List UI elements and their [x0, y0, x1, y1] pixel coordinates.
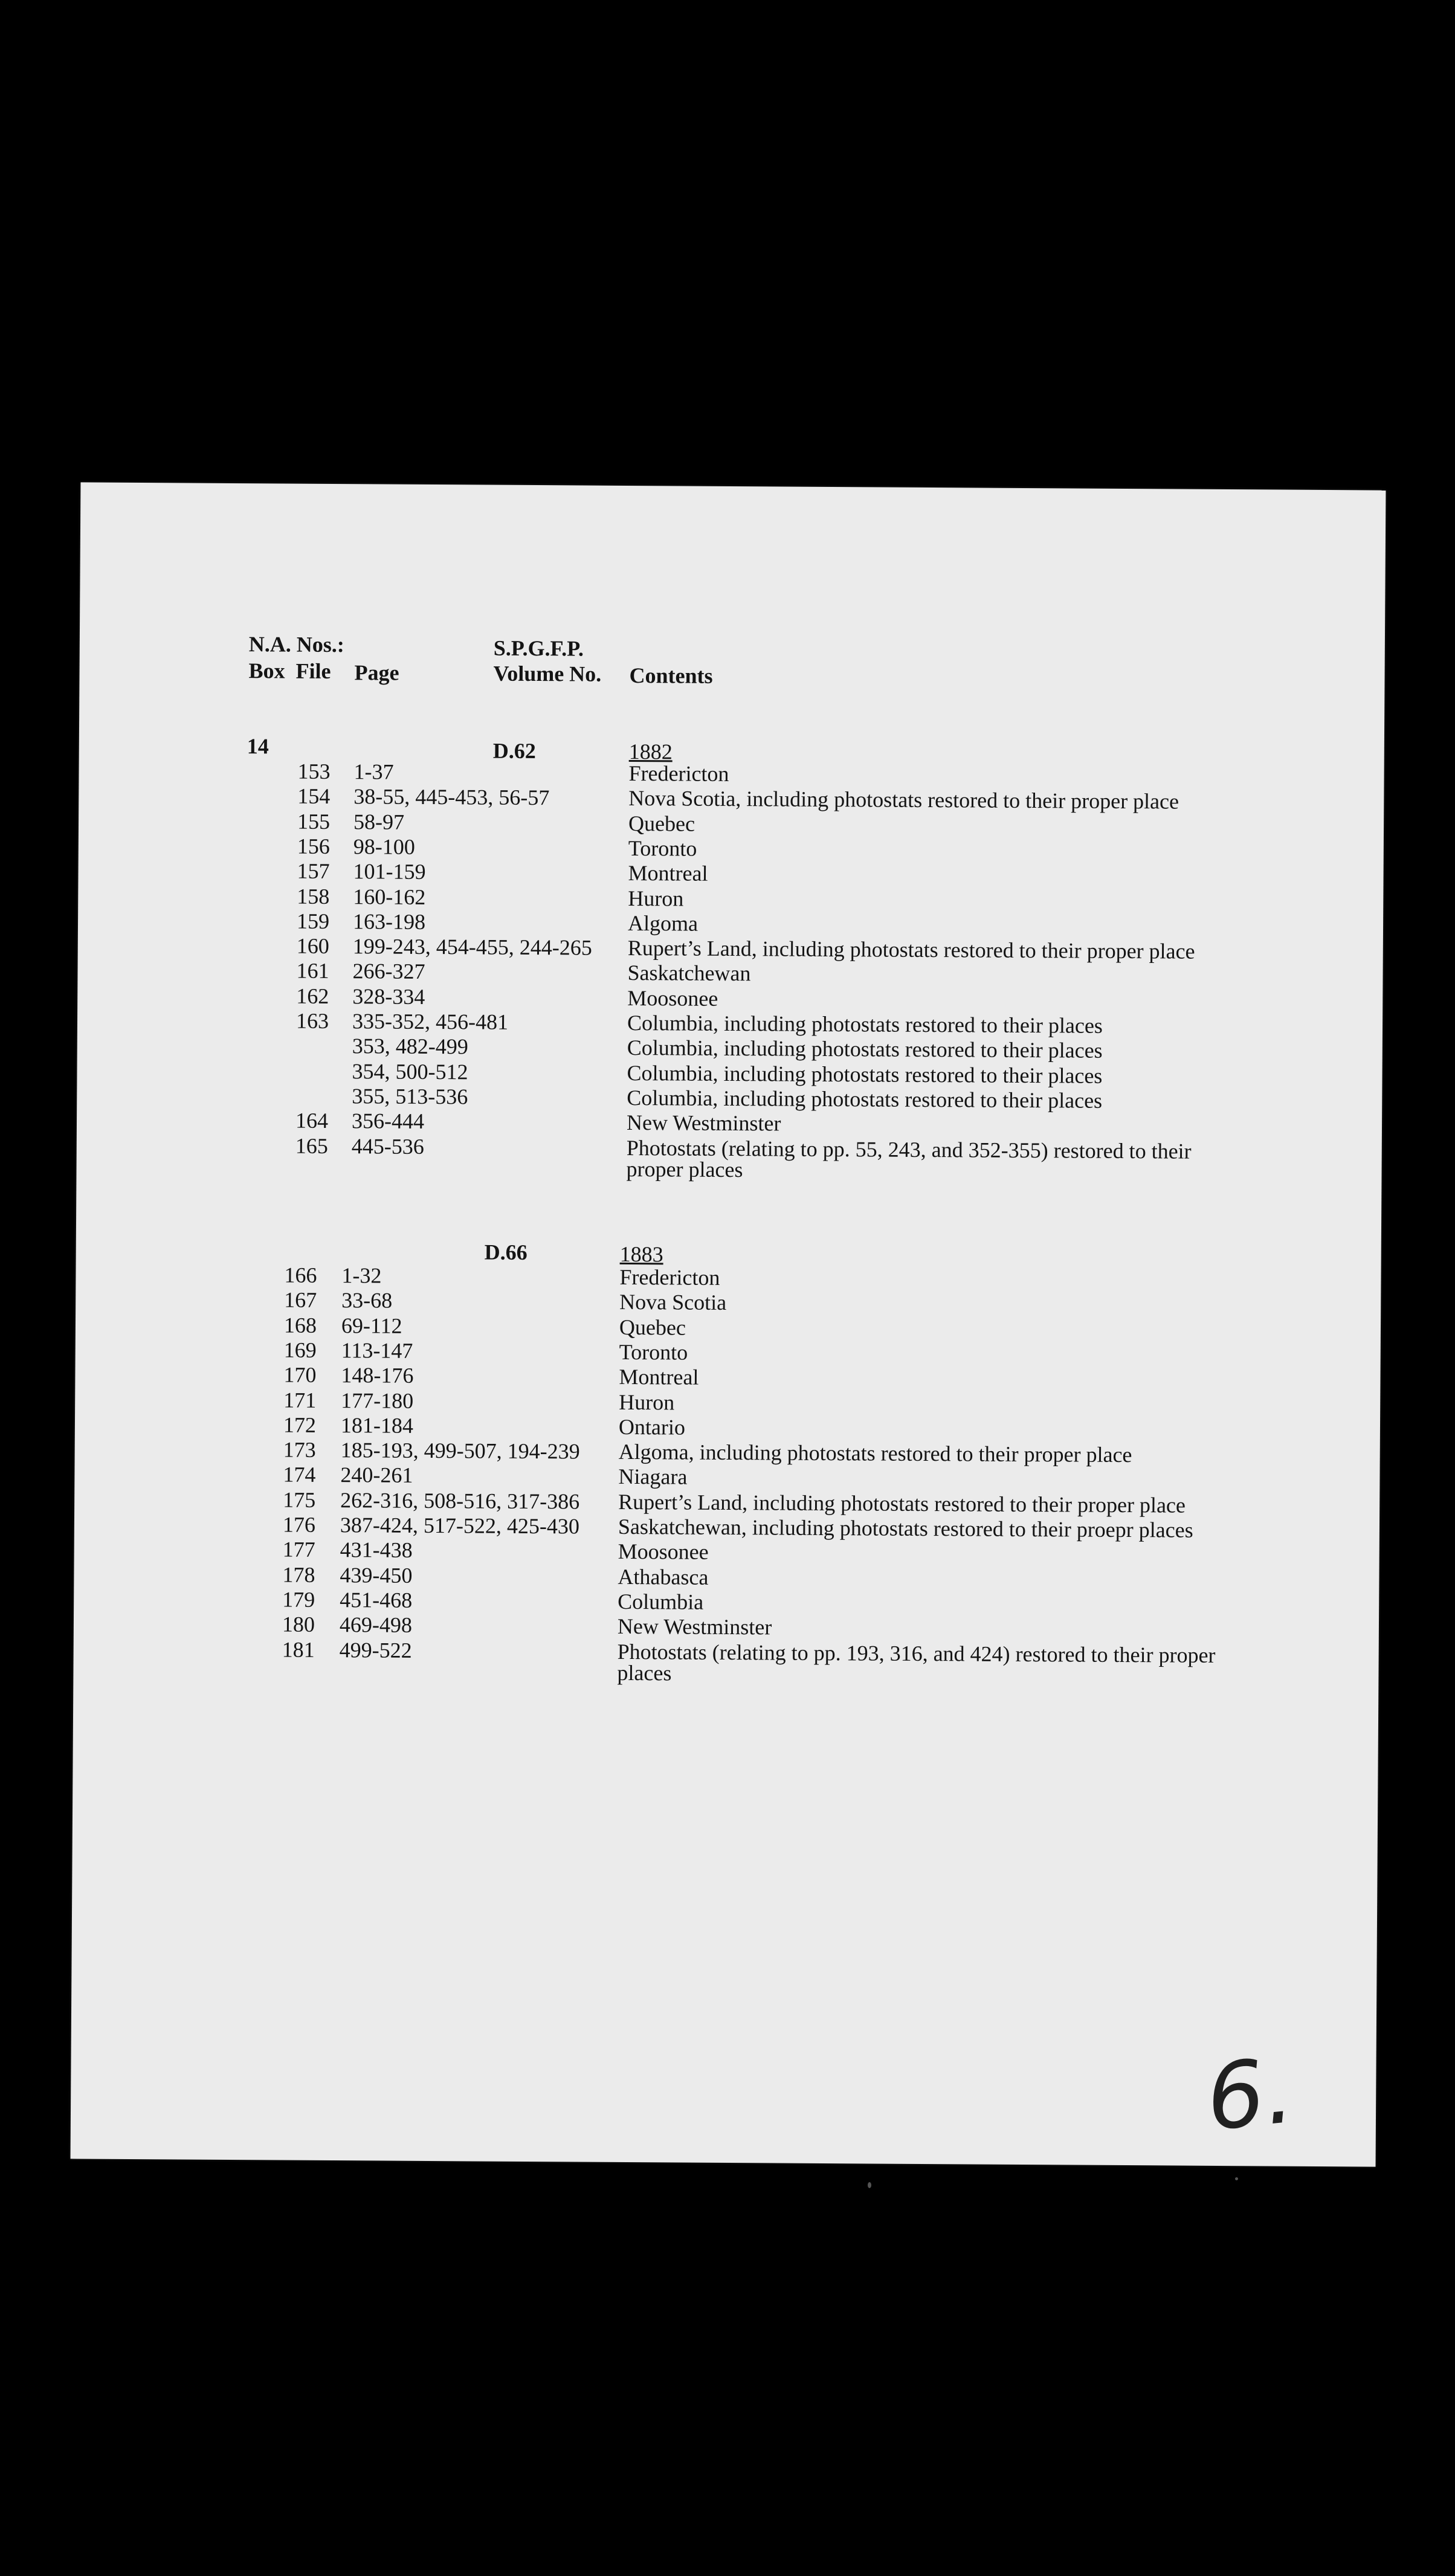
contents-text: Quebec — [619, 1315, 686, 1340]
page-range: 101-159 — [353, 859, 426, 884]
file-number: 156 — [297, 834, 330, 858]
contents-text: New Westminster — [617, 1614, 772, 1640]
header-file: File — [295, 658, 331, 683]
file-number: 158 — [297, 884, 330, 909]
header-volume-no: Volume No. — [493, 661, 602, 686]
file-number: 160 — [296, 933, 329, 959]
contents-text: Huron — [628, 886, 684, 911]
contents-text: Moosonee — [627, 985, 718, 1011]
file-number: 162 — [296, 984, 329, 1008]
page-range: 387-424, 517-522, 425-430 — [340, 1513, 580, 1539]
contents-text: Huron — [619, 1389, 675, 1414]
contents-text: Columbia, including photostats restored to their places — [627, 1010, 1103, 1038]
page-range: 1-37 — [353, 759, 394, 784]
page-range: 199-243, 454-455, 244-265 — [352, 934, 592, 960]
contents-text: Saskatchewan — [627, 961, 751, 986]
contents-text: Ontario — [618, 1414, 686, 1440]
section1-volume: D.62 — [492, 738, 536, 764]
page-range: 355, 513-536 — [352, 1084, 468, 1109]
section1-year: 1882 — [628, 739, 673, 764]
page-range: 266-327 — [352, 959, 425, 984]
contents-text: Columbia, including photostats restored to their places — [627, 1060, 1103, 1088]
page-range: 445-536 — [351, 1133, 424, 1159]
header-contents: Contents — [629, 663, 713, 688]
contents-text: Algoma, including photostats restored to their proper place — [618, 1439, 1132, 1467]
page-range: 240-261 — [340, 1463, 413, 1488]
file-number: 161 — [296, 959, 329, 984]
file-number: 163 — [295, 1008, 329, 1033]
document-content — [71, 482, 1386, 2166]
contents-text: Photostats (relating to pp. 193, 316, and 424) restored to their proper — [617, 1639, 1216, 1667]
file-number: 175 — [283, 1487, 316, 1512]
section2-year: 1883 — [619, 1241, 663, 1267]
contents-text: Nova Scotia, including photostats restored to their proper place — [628, 786, 1179, 814]
contents-text: Rupert’s Land, including photostats restored to their proper place — [627, 936, 1195, 964]
file-number: 155 — [297, 809, 331, 834]
contents-continuation: places — [617, 1660, 672, 1686]
page-range: 38-55, 445-453, 56-57 — [353, 784, 550, 810]
page-range: 148-176 — [341, 1363, 414, 1388]
page-range: 354, 500-512 — [352, 1058, 468, 1084]
contents-text: Columbia, including photostats restored to their places — [627, 1085, 1103, 1113]
film-speck — [1235, 2177, 1238, 2180]
file-number: 178 — [282, 1562, 315, 1587]
contents-text: Moosonee — [618, 1539, 709, 1565]
page-range: 181-184 — [340, 1412, 414, 1438]
page-range: 356-444 — [351, 1109, 425, 1134]
contents-text: Fredericton — [619, 1264, 720, 1290]
header-page: Page — [354, 660, 399, 685]
contents-text: Montreal — [628, 861, 708, 886]
page-range: 33-68 — [341, 1288, 393, 1313]
page-range: 98-100 — [353, 834, 415, 859]
file-number: 179 — [282, 1587, 315, 1612]
section2-volume: D.66 — [484, 1240, 527, 1264]
file-number: 180 — [282, 1612, 315, 1637]
page-range: 113-147 — [341, 1338, 413, 1363]
file-number: 177 — [282, 1537, 315, 1562]
page-range: 499-522 — [339, 1637, 412, 1663]
section1-box: 14 — [247, 734, 269, 759]
handwritten-page-number: 6. — [1202, 2038, 1299, 2151]
contents-text: Rupert’s Land, including photostats restored to their proper place — [618, 1489, 1186, 1518]
page-range: 431-438 — [340, 1538, 413, 1563]
contents-text: Quebec — [628, 811, 695, 836]
header-box: Box — [248, 658, 285, 683]
page-range: 58-97 — [353, 809, 405, 834]
contents-text: Columbia, including photostats restored to their places — [627, 1035, 1103, 1063]
page-range: 185-193, 499-507, 194-239 — [340, 1438, 580, 1464]
page-range: 469-498 — [339, 1612, 413, 1638]
page-range: 439-450 — [340, 1562, 413, 1588]
page-range: 1-32 — [341, 1263, 382, 1288]
file-number: 173 — [283, 1437, 316, 1462]
page-range: 335-352, 456-481 — [352, 1009, 509, 1034]
contents-text: Niagara — [618, 1464, 688, 1489]
file-number: 170 — [283, 1362, 317, 1388]
contents-text: New Westminster — [626, 1110, 781, 1136]
file-number: 167 — [284, 1287, 317, 1313]
contents-text: Columbia — [618, 1589, 704, 1614]
contents-continuation: proper places — [626, 1156, 743, 1182]
file-number: 154 — [297, 784, 331, 809]
contents-text: Toronto — [628, 836, 697, 861]
contents-text: Saskatchewan, including photostats restored to their proepr places — [618, 1514, 1193, 1542]
file-number: 157 — [297, 858, 330, 884]
page-range: 353, 482-499 — [352, 1034, 468, 1059]
contents-text: Algoma — [627, 910, 698, 936]
file-number: 181 — [282, 1637, 315, 1662]
contents-text: Montreal — [619, 1365, 699, 1389]
film-speck — [868, 2182, 871, 2188]
contents-text: Toronto — [619, 1339, 688, 1365]
contents-text: Nova Scotia — [619, 1290, 727, 1315]
contents-text: Photostats (relating to pp. 55, 243, and 352-355) restored to their — [626, 1135, 1192, 1164]
file-number: 171 — [283, 1388, 317, 1412]
page-range: 262-316, 508-516, 317-386 — [340, 1487, 580, 1514]
header-spgfp: S.P.G.F.P. — [493, 636, 584, 661]
page-range: 451-468 — [340, 1587, 413, 1612]
page-range: 177-180 — [341, 1388, 414, 1413]
page-range: 328-334 — [352, 984, 425, 1009]
page-range: 160-162 — [353, 884, 426, 909]
header-na-nos: N.A. Nos.: — [248, 632, 344, 657]
contents-text: Athabasca — [618, 1564, 709, 1589]
file-number: 172 — [283, 1412, 317, 1437]
file-number: 165 — [295, 1133, 328, 1158]
file-number: 176 — [282, 1512, 316, 1537]
file-number: 169 — [283, 1338, 317, 1362]
file-number: 153 — [297, 759, 331, 784]
document-page — [71, 482, 1386, 2166]
file-number: 166 — [284, 1263, 317, 1287]
page-range: 163-198 — [352, 909, 426, 934]
file-number: 164 — [295, 1108, 329, 1133]
file-number: 159 — [296, 909, 330, 933]
page-range: 69-112 — [341, 1313, 402, 1338]
file-number: 174 — [283, 1462, 316, 1487]
contents-text: Fredericton — [628, 761, 729, 786]
file-number: 168 — [283, 1313, 317, 1338]
